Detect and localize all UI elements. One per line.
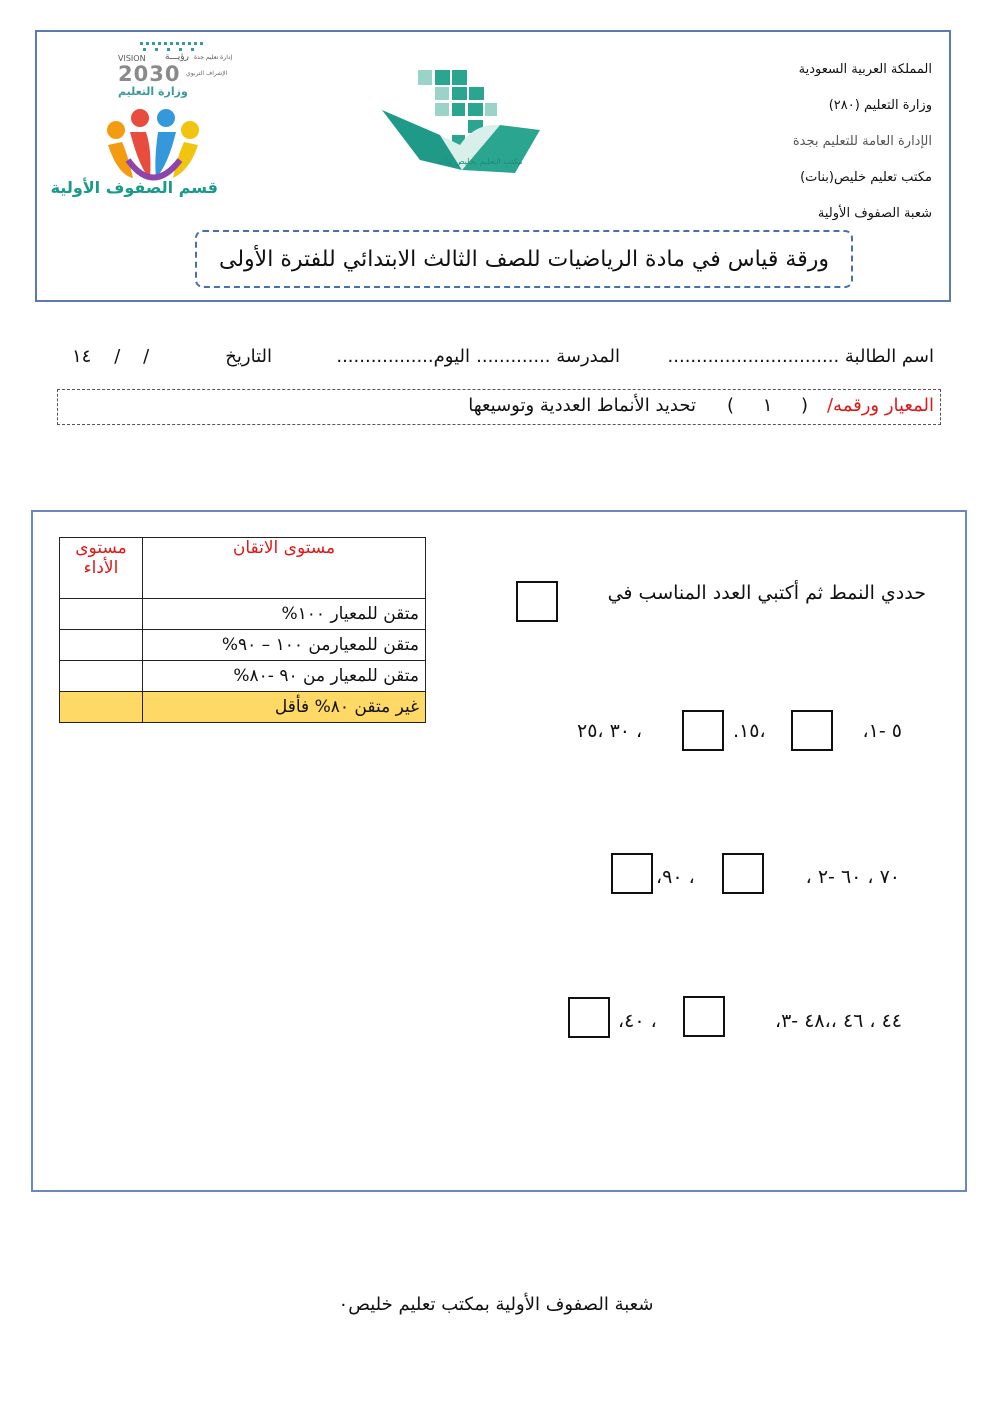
answer-box[interactable] [791,710,833,751]
performance-cell[interactable] [60,630,143,661]
header-line-country: المملكة العربية السعودية [798,62,932,77]
office-logo [380,65,545,185]
question-instruction: حددي النمط ثم أكتبي العدد المناسب في [607,582,926,604]
answer-box[interactable] [682,710,724,751]
student-name-field[interactable]: اسم الطالبة .............................. [667,346,934,367]
criterion-label: المعيار ورقمه/ [826,395,934,416]
vision-2030-logo [110,40,235,100]
vision-word: VISION [118,54,146,63]
header-line-office: مكتب تعليم خليص(بنات) [800,170,932,185]
mastery-row-label: متقن للمعيار من ٩٠ -٨٠% [143,661,426,692]
answer-box[interactable] [568,997,610,1038]
sequence-1-start: ،٥ -١ [862,720,902,742]
sequence-3-middle: ،٤٠ ، [618,1010,657,1032]
criterion-text: تحديد الأنماط العددية وتوسيعها [468,395,696,416]
vision-sub: الإشراف التربوي [186,70,228,77]
title-box [195,230,853,288]
sequence-3-start: ،٤٤ ، ٤٦ ،،٤٨ -٣ [774,1010,902,1032]
date-label: التاريخ [225,346,272,367]
primary-logo-text: قسم الصفوف الأولية [50,178,218,197]
header-line-administration: الإدارة العامة للتعليم بجدة [792,134,932,149]
footer-text: شعبة الصفوف الأولية بمكتب تعليم خليص٠ [338,1294,654,1315]
performance-level-header: مستوى الأداء [60,538,143,599]
sequence-1-middle: .١٥، [733,720,766,742]
header-line-department: شعبة الصفوف الأولية [817,206,932,221]
sequence-2-start: ، ٧٠ ، ٦٠ -٢ [805,866,900,888]
criterion-number: ( ١ ) [727,395,808,416]
answer-box[interactable] [611,853,653,894]
primary-grades-logo [50,100,218,210]
vision-year: 2030 [118,62,181,86]
answer-box-sample [516,581,558,622]
performance-cell[interactable] [60,692,143,723]
date-field[interactable]: ١٤ / / [72,346,150,367]
answer-box[interactable] [722,853,764,894]
vision-top-text: إدارة تعليم جدة [194,54,233,61]
vision-arabic: رؤيـــة [165,52,189,62]
header-line-ministry: وزارة التعليم (٢٨٠) [828,98,932,113]
mastery-level-header: مستوى الاتقان [143,538,426,599]
mastery-row-label: متقن للمعيارمن ١٠٠ – ٩٠% [143,630,426,661]
ministry-logo-text: وزارة التعليم [118,85,188,98]
answer-box[interactable] [683,996,725,1037]
open-book-icon [380,65,545,185]
mastery-row-label: غير متقن ٨٠% فأقل [143,692,426,723]
mastery-row-label: متقن للمعيار ١٠٠% [143,599,426,630]
page-title: ورقة قياس في مادة الرياضيات للصف الثالث الابتدائي للفترة الأولى [219,246,829,272]
office-logo-text: مكتب التعليم بخليص بنات [437,157,523,166]
performance-cell[interactable] [60,599,143,630]
sequence-2-middle: ،٩٠ ، [656,866,695,888]
school-field[interactable]: المدرسة ............. [476,346,620,367]
performance-cell[interactable] [60,661,143,692]
sequence-1-end: ٣٠ ،٢٥ ، [577,720,643,742]
mastery-table [59,537,426,723]
day-field[interactable]: اليوم................. [336,346,470,367]
